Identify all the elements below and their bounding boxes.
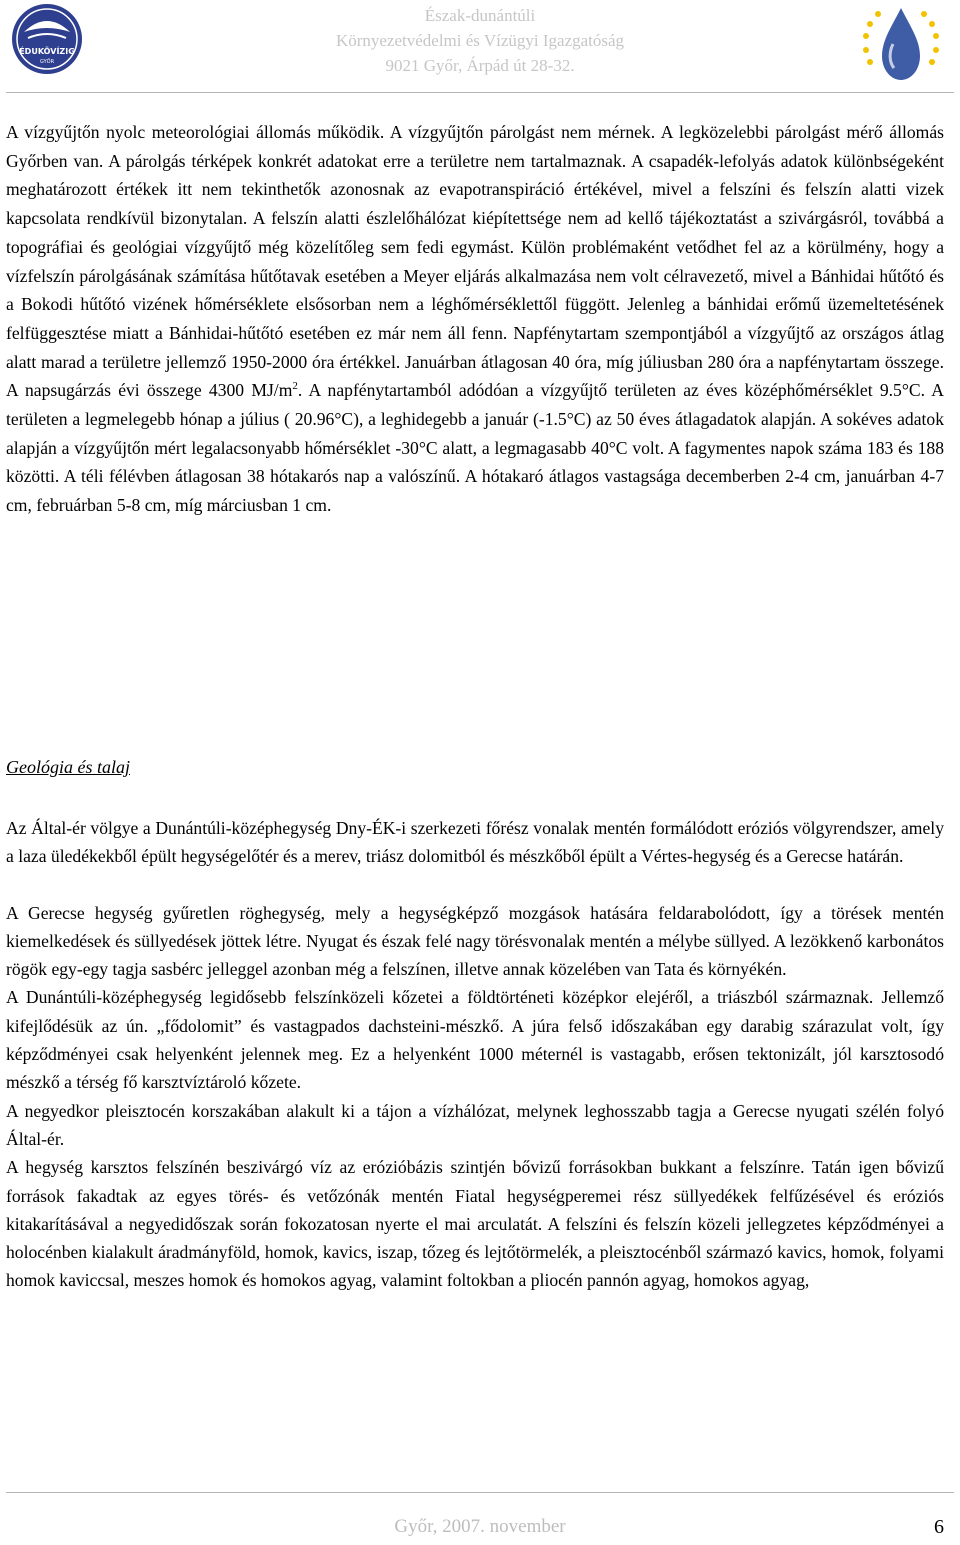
climate-text-part-1: A vízgyűjtőn nyolc meteorológiai állomás működik. A vízgyűjtőn párolgást nem mérnek. A legközelebbi párolgást mérő állomás Győrben van. A párolgás térképek konkrét adatokat erre a területre nem tartalmaznak. A csapadék-lefolyás adatok különbségeként meghatározott értékek itt nem tekinthetők azonosnak az evapotranspiráció értékével, mivel a felszíni és felszín alatti vizek kapcsolata rendkívül bizonytalan. A felszín alatti észlelőhálózat kiépítettsége nem ad kellő tájékoztatást a szivárgásról, továbbá a topográfiai és geológiai vízgyűjtő még közelítőleg sem fedi egymást. Külön problémaként vetődhet fel az a körülmény, hogy a vízfelszín párolgásának számítása hűtőtavak esetében a Meyer eljárás alkalmazása nem volt célravezető, mivel a Bánhidai hűtőtó és a Bokodi hűtőtó vizének hőmérséklete elsősorban nem a léghőmérséklettől függött. Jelenleg a bánhidai erőmű üzemeltetésének felfüggesztése miatt a Bánhidai-hűtőtó esetében ez már nem áll fenn. Napfénytartam szempontjából a vízgyűjtő az országos átlag alatt marad a területre jellemző 1950-2000 óra értékkel. Januárban átlagosan 40 óra, míg júliusban 280 óra a napfénytartam összege. A napsugárzás évi összege 4300 MJ/m	[6, 122, 944, 401]
page-header	[0, 0, 960, 95]
page-number: 6	[934, 1516, 944, 1538]
header-line-2: Környezetvédelmi és Vízügyi Igazgatóság	[335, 31, 625, 50]
climate-paragraph	[6, 118, 944, 520]
footer-place-date: Győr, 2007. november	[394, 1516, 566, 1537]
geology-paragraph-2: A Gerecse hegység gyűretlen röghegység, mely a hegységképző mozgások hatására feldarabolódott, így a törések mentén kiemelkedések és süllyedések jöttek létre. Nyugat és észak felé nagy törésvonalak mentén a mélybe süllyed. A lezökkenő karbonátos rögök egy-egy tagja sasbérc jelleggel azonban még a felszínen, illetve annak közelében van Tata és környékén.	[6, 902, 944, 980]
geology-paragraph-5: A hegység karsztos felszínén beszivárgó víz az erózióbázis szintjén bővizű forrásokban bukkant a felszínre. Tatán igen bővizű források fakadtak az egyes törés- és vetőzónák mentén Fiatal hegységperemei rész süllyedékek felfűzésével és eróziós kitakarításával a negyedidőszak során fokozatosan nyerte el mai arculatát. A felszíni és felszín közeli jellegzetes képződményei a holocénben kialakult áradmányföld, homok, kavics, iszap, tőzeg és lejtőtörmelék, a pleisztocénből származó kavics, homok, folyami homok kaviccsal, meszes homok és homokos agyag, valamint foltokban a pliocén pannón agyag, homokos agyag,	[6, 1157, 944, 1291]
section-heading-geology: Geológia és talaj	[6, 757, 130, 777]
superscript-2: 2	[292, 380, 298, 393]
logo-text: ÉDUKÖVÍZIG	[19, 47, 75, 56]
agency-address-block	[260, 3, 700, 78]
geology-paragraph-3: A Dunántúli-középhegység legidősebb felszínközeli kőzetei a földtörténeti középkor elejéről, a triászból származnak. Jellemző kifejlődésük az ún. „fődolomit” és vastagpados dachsteini-mészkő. A júra felső időszakában egy darabig szárazulat volt, így képződményei csak helyenként jelennek meg. Ez a helyenként 1000 méternél is vastagabb, erősen tektonizált, jól karsztosodó mészkő a térség fő karsztvíztároló kőzete.	[6, 987, 944, 1093]
header-divider	[6, 92, 954, 93]
logo-city: GYŐR	[39, 59, 55, 65]
climate-text-part-2: . A napfénytartamból adódóan a vízgyűjtő területen az éves középhőmérséklet 9.5°C. A területen a legmelegebb hónap a július ( 20.96°C), a leghidegebb a január (-1.5°C) az 50 éves átlagadatok alapján. A sokéves adatok alapján a vízgyűjtőn mért legalacsonyabb hőmérséklet -30°C alatt, a legmagasabb 40°C volt. A fagymentes napok száma 183 és 188 közötti. A téli félévben átlagosan 38 hótakarós nap a valószínű. A hótakaró átlagos vastagsága decemberben 2-4 cm, januárban 4-7 cm, februárban 5-8 cm, míg márciusban 1 cm.	[6, 380, 944, 516]
geology-paragraph-1: Az Által-ér völgye a Dunántúli-középhegység Dny-ÉK-i szerkezeti főrész vonalak mentén formálódott eróziós völgyrendszer, amely a laza üledékekből épült hegységelőtér és a merev, triász dolomitból és mészkőből épült a Vértes-hegység és a Gerecse határán.	[6, 818, 944, 867]
edukovizig-logo	[10, 2, 84, 76]
geology-section	[6, 814, 944, 1295]
climate-section	[6, 118, 944, 520]
footer-divider	[6, 1492, 954, 1493]
eu-water-drop-icon	[858, 4, 944, 84]
geology-paragraph-4: A negyedkor pleisztocén korszakában alakult ki a tájon a vízhálózat, melynek leghosszabb tagja a Gerecse nyugati szélén folyó Által-ér.	[6, 1100, 944, 1149]
header-line-3: 9021 Győr, Árpád út 28-32.	[385, 56, 575, 75]
header-line-1: Észak-dunántúli	[424, 6, 536, 25]
